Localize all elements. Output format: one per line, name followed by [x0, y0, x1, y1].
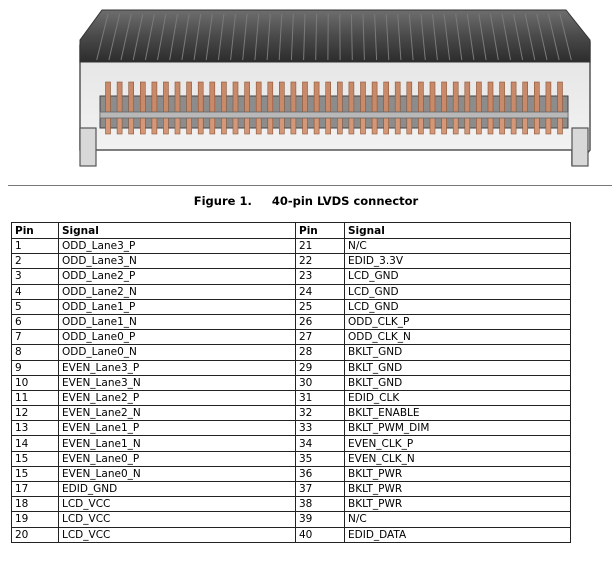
connector-pin — [245, 118, 250, 134]
connector-pin — [349, 82, 354, 112]
table-row — [12, 254, 571, 269]
pin-number: 15 — [12, 451, 59, 466]
pin-number: 2 — [12, 254, 59, 269]
table-row — [12, 421, 571, 436]
signal-name: ODD_Lane2_N — [59, 284, 296, 299]
connector-pin — [372, 118, 377, 134]
connector-right-leg — [572, 128, 588, 166]
pin-number: 31 — [296, 390, 345, 405]
pin-number: 28 — [296, 345, 345, 360]
connector-pin — [511, 118, 516, 134]
connector-pin — [465, 82, 470, 112]
connector-pin — [418, 82, 423, 112]
signal-name: EVEN_Lane3_N — [59, 375, 296, 390]
connector-pin — [175, 118, 180, 134]
connector-pin — [476, 82, 481, 112]
connector-pin — [326, 82, 331, 112]
pin-number: 4 — [12, 284, 59, 299]
pin-number: 33 — [296, 421, 345, 436]
connector-pin — [221, 82, 226, 112]
connector-pin — [488, 82, 493, 112]
header-signal: Signal — [59, 223, 296, 239]
signal-name: EDID_CLK — [345, 390, 571, 405]
table-row — [12, 269, 571, 284]
connector-pin — [140, 118, 145, 134]
signal-name: ODD_Lane1_N — [59, 314, 296, 329]
pin-number: 10 — [12, 375, 59, 390]
connector-pin — [163, 82, 168, 112]
connector-pin — [198, 118, 203, 134]
connector-pin — [430, 118, 435, 134]
connector-pin — [268, 118, 273, 134]
signal-name: EVEN_Lane1_P — [59, 421, 296, 436]
connector-pin — [117, 82, 122, 112]
signal-name: ODD_Lane2_P — [59, 269, 296, 284]
table-header-row — [12, 223, 571, 239]
connector-pin — [187, 82, 192, 112]
signal-name: ODD_Lane1_P — [59, 299, 296, 314]
signal-name: ODD_Lane0_N — [59, 345, 296, 360]
connector-pin — [534, 82, 539, 112]
signal-name: N/C — [345, 239, 571, 254]
connector-ledge — [100, 112, 568, 118]
connector-pin — [291, 118, 296, 134]
table-row — [12, 482, 571, 497]
pin-number: 36 — [296, 466, 345, 481]
pin-number: 39 — [296, 512, 345, 527]
header-signal: Signal — [345, 223, 571, 239]
connector-pin — [163, 118, 168, 134]
signal-name: N/C — [345, 512, 571, 527]
pin-number: 35 — [296, 451, 345, 466]
pin-number: 7 — [12, 330, 59, 345]
table-row — [12, 527, 571, 542]
figure-caption — [0, 194, 612, 208]
header-pin: Pin — [12, 223, 59, 239]
connector-pin — [500, 82, 505, 112]
signal-name: BKLT_GND — [345, 345, 571, 360]
table-row — [12, 299, 571, 314]
pin-number: 25 — [296, 299, 345, 314]
table-row — [12, 284, 571, 299]
connector-pin — [558, 118, 563, 134]
pin-number: 24 — [296, 284, 345, 299]
connector-pin — [361, 82, 366, 112]
signal-name: EVEN_Lane1_N — [59, 436, 296, 451]
pin-number: 23 — [296, 269, 345, 284]
connector-pin — [442, 82, 447, 112]
connector-pin — [303, 118, 308, 134]
table-row — [12, 360, 571, 375]
pin-number: 30 — [296, 375, 345, 390]
pin-number: 3 — [12, 269, 59, 284]
pin-number: 34 — [296, 436, 345, 451]
connector-pin — [198, 82, 203, 112]
pin-number: 29 — [296, 360, 345, 375]
signal-name: EVEN_CLK_N — [345, 451, 571, 466]
signal-name: ODD_CLK_N — [345, 330, 571, 345]
pin-number: 1 — [12, 239, 59, 254]
connector-pin — [395, 82, 400, 112]
connector-pin — [117, 118, 122, 134]
connector-pin — [453, 118, 458, 134]
pin-number: 40 — [296, 527, 345, 542]
signal-name: LCD_VCC — [59, 512, 296, 527]
connector-pin — [210, 118, 215, 134]
connector-pin — [106, 82, 111, 112]
connector-pin — [279, 118, 284, 134]
connector-pin — [372, 82, 377, 112]
connector-pin — [152, 82, 157, 112]
pin-number: 27 — [296, 330, 345, 345]
pin-number: 12 — [12, 406, 59, 421]
connector-left-leg — [80, 128, 96, 166]
pin-number: 17 — [12, 482, 59, 497]
signal-name: LCD_VCC — [59, 527, 296, 542]
connector-pin — [106, 118, 111, 134]
connector-pin — [187, 118, 192, 134]
connector-pin — [129, 118, 134, 134]
pin-number: 6 — [12, 314, 59, 329]
signal-name: EVEN_Lane2_N — [59, 406, 296, 421]
pinout-table — [11, 222, 571, 543]
table-row — [12, 466, 571, 481]
connector-pin — [152, 118, 157, 134]
connector-pin — [221, 118, 226, 134]
connector-figure — [0, 0, 612, 185]
pin-number: 32 — [296, 406, 345, 421]
connector-pin — [407, 118, 412, 134]
table-row — [12, 451, 571, 466]
connector-pin — [140, 82, 145, 112]
signal-name: EVEN_Lane2_P — [59, 390, 296, 405]
signal-name: BKLT_PWR — [345, 466, 571, 481]
connector-pin — [546, 82, 551, 112]
signal-name: EVEN_Lane0_N — [59, 466, 296, 481]
signal-name: ODD_CLK_P — [345, 314, 571, 329]
connector-pin — [337, 118, 342, 134]
pin-number: 5 — [12, 299, 59, 314]
pin-number: 11 — [12, 390, 59, 405]
pin-number: 9 — [12, 360, 59, 375]
connector-pin — [326, 118, 331, 134]
pin-number: 19 — [12, 512, 59, 527]
connector-pin — [511, 82, 516, 112]
connector-pin — [407, 82, 412, 112]
table-row — [12, 330, 571, 345]
connector-pin — [546, 118, 551, 134]
connector-pin — [384, 82, 389, 112]
pin-number: 20 — [12, 527, 59, 542]
pin-number: 15 — [12, 466, 59, 481]
table-row — [12, 436, 571, 451]
pin-number: 13 — [12, 421, 59, 436]
pin-number: 8 — [12, 345, 59, 360]
signal-name: BKLT_PWR — [345, 497, 571, 512]
table-row — [12, 375, 571, 390]
connector-pin — [337, 82, 342, 112]
connector-pin — [256, 82, 261, 112]
connector-pin — [418, 118, 423, 134]
signal-name: BKLT_GND — [345, 360, 571, 375]
signal-name: LCD_GND — [345, 299, 571, 314]
table-row — [12, 497, 571, 512]
signal-name: EDID_DATA — [345, 527, 571, 542]
signal-name: EVEN_Lane3_P — [59, 360, 296, 375]
lvds-connector-icon — [0, 0, 612, 185]
signal-name: BKLT_GND — [345, 375, 571, 390]
connector-pin — [233, 118, 238, 134]
figure-number: Figure 1. — [193, 194, 252, 208]
connector-pin — [523, 82, 528, 112]
figure-title: 40-pin LVDS connector — [271, 194, 419, 208]
signal-name: ODD_Lane3_P — [59, 239, 296, 254]
signal-name: EDID_3.3V — [345, 254, 571, 269]
connector-pin — [361, 118, 366, 134]
connector-pin — [384, 118, 389, 134]
signal-name: BKLT_PWR — [345, 482, 571, 497]
table-row — [12, 314, 571, 329]
signal-name: ODD_Lane3_N — [59, 254, 296, 269]
connector-pin — [245, 82, 250, 112]
connector-pin — [395, 118, 400, 134]
signal-name: LCD_GND — [345, 269, 571, 284]
signal-name: EDID_GND — [59, 482, 296, 497]
connector-pin — [442, 118, 447, 134]
connector-pin — [279, 82, 284, 112]
signal-name: LCD_GND — [345, 284, 571, 299]
connector-pin — [268, 82, 273, 112]
connector-pin — [303, 82, 308, 112]
pin-number: 22 — [296, 254, 345, 269]
connector-pin — [233, 82, 238, 112]
connector-pin — [175, 82, 180, 112]
connector-pin — [523, 118, 528, 134]
connector-pin — [558, 82, 563, 112]
header-pin: Pin — [296, 223, 345, 239]
table-row — [12, 345, 571, 360]
signal-name: ODD_Lane0_P — [59, 330, 296, 345]
figure-divider — [8, 185, 612, 186]
signal-name: LCD_VCC — [59, 497, 296, 512]
pin-number: 14 — [12, 436, 59, 451]
connector-pin — [488, 118, 493, 134]
signal-name: EVEN_CLK_P — [345, 436, 571, 451]
signal-name: BKLT_ENABLE — [345, 406, 571, 421]
connector-pin — [314, 118, 319, 134]
connector-pin — [210, 82, 215, 112]
connector-pin — [129, 82, 134, 112]
table-row — [12, 406, 571, 421]
connector-pin — [453, 82, 458, 112]
connector-pin — [500, 118, 505, 134]
pin-number: 21 — [296, 239, 345, 254]
connector-pin — [349, 118, 354, 134]
signal-name: BKLT_PWM_DIM — [345, 421, 571, 436]
signal-name: EVEN_Lane0_P — [59, 451, 296, 466]
connector-pin — [465, 118, 470, 134]
connector-pin — [430, 82, 435, 112]
pin-number: 37 — [296, 482, 345, 497]
table-row — [12, 239, 571, 254]
table-row — [12, 390, 571, 405]
connector-pin — [314, 82, 319, 112]
connector-pin — [256, 118, 261, 134]
table-row — [12, 512, 571, 527]
connector-pin — [534, 118, 539, 134]
connector-pin — [476, 118, 481, 134]
connector-pin — [291, 82, 296, 112]
pin-number: 18 — [12, 497, 59, 512]
connector-top-cover — [80, 10, 590, 62]
pin-number: 26 — [296, 314, 345, 329]
pin-number: 38 — [296, 497, 345, 512]
